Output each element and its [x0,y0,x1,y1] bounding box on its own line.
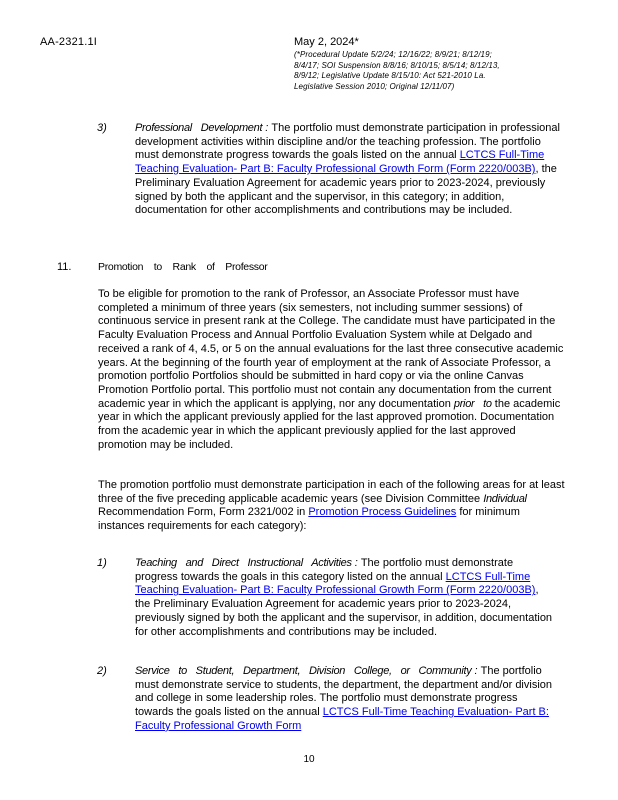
section-title: Promotion to Rank of Professor [98,261,268,273]
paragraph-portfolio-areas [98,479,566,534]
revision-note-line: 8/4/17; SOI Suspension 8/8/16; 8/10/15; 8/5/14; 8/12/13, [294,60,500,70]
revision-note [294,50,574,92]
item-text [135,665,556,734]
item-body-text: , the Preliminary Evaluation Agreement for academic years prior to 2023-2024, previously signed by both the applicant and the supervisor, in this category; in addition, documentation for other accomplishments and contributions may be included. [135,163,557,217]
emphasized-text: Individual [483,492,527,505]
heading-colon: : [351,557,361,569]
item-body-text: The portfolio must demonstrate service to students, the department, the department and/or division and college in some leadership roles. The portfolio must demonstrate progress towards the goals listed on the annual [135,665,553,719]
paragraph-text: To be eligible for promotion to the rank of Professor, an Associate Professor must have completed a minimum of three years (six semesters, not including summer sessions) of continuous service in present rank at the College. The candidate must have participated in the Faculty Evaluation Process and Annual Portfolio Evaluation System while at Delgado and received a rank of 4, 4.5, or 5 on the annual evaluations for the last three consecutive academic years. At the beginning of the fourth year of employment at the rank of Associate Professor, a promotion portfolio Portfolios should be submitted in hard copy or via the online Canvas Promotion Portfolio portal. This portfolio must not contain any documentation from the current academic year in which the applicant is applying, nor any documentation [98,288,564,410]
list-item-1-teaching [97,557,556,639]
item-number: 1) [97,557,107,569]
paragraph-text: The promotion portfolio must demonstrate participation in each of the following areas for at least three of the five preceding applicable academic years (see Division Committee [98,479,565,505]
item-text [135,557,556,639]
paragraph-text: the academic year in which the applicant previously applied for the last approved promotion. Documentation from the academic year in which the applicant previously applied for the last approved promotion may be included. [98,397,561,451]
section-11-heading [57,261,267,275]
item-heading: Professional Development [135,122,263,134]
paragraph-eligibility [98,288,566,452]
list-item-3-professional-development [97,122,563,218]
item-text [135,122,563,218]
emphasized-text: prior to [453,397,492,410]
heading-colon: : [471,665,481,677]
paragraph-text: for minimum instances requirements for each category): [98,506,520,533]
item-heading: Service to Student, Department, Division College, or Community [135,665,472,677]
date-block [294,36,574,92]
promotion-process-guidelines-link[interactable]: Promotion Process Guidelines [308,506,457,519]
item-body-text: , the Preliminary Evaluation Agreement for academic years prior to 2023-2024, previously signed by both the applicant and the supervisor, in addition, documentation for other accomplishments and contributions may be included. [135,584,553,638]
item-body-text: The portfolio must demonstrate participation in professional development activities within discipline and/or the teaching profession. The portfolio must demonstrate progress towards the goals listed on the annual [135,122,560,162]
page-number: 10 [303,754,315,765]
item-heading: Teaching and Direct Instructional Activities [135,557,352,569]
list-item-2-service [97,665,556,734]
growth-form-link[interactable]: LCTCS Full-Time Teaching Evaluation- Part B: Faculty Professional Growth Form (Form 2220/003B) [135,570,536,597]
section-number: 11. [57,261,72,273]
doc-number: AA-2321.1I [40,36,98,48]
item-body-text: The portfolio must demonstrate progress towards the goals in this category listed on the annual [135,557,514,583]
item-number: 2) [97,665,107,677]
document-date: May 2, 2024* [294,36,359,48]
revision-note-line: 8/9/12; Legislative Update 8/15/10: Act 521-2010 La. [294,71,486,81]
revision-note-line: Legislative Session 2010; Original 12/11/07) [294,81,455,91]
paragraph-text: Recommendation Form, Form 2321/002 in [98,506,309,519]
revision-note-line: (*Procedural Update 5/2/24; 12/16/22; 8/9/21; 8/12/19; [294,50,492,59]
item-number: 3) [97,122,107,134]
growth-form-link[interactable]: LCTCS Full-Time Teaching Evaluation- Part B: Faculty Professional Growth Form (Form 2220/003B) [135,149,545,176]
growth-form-link[interactable]: LCTCS Full-Time Teaching Evaluation- Part B: Faculty Professional Growth Form [135,706,549,732]
heading-colon: : [262,122,272,134]
